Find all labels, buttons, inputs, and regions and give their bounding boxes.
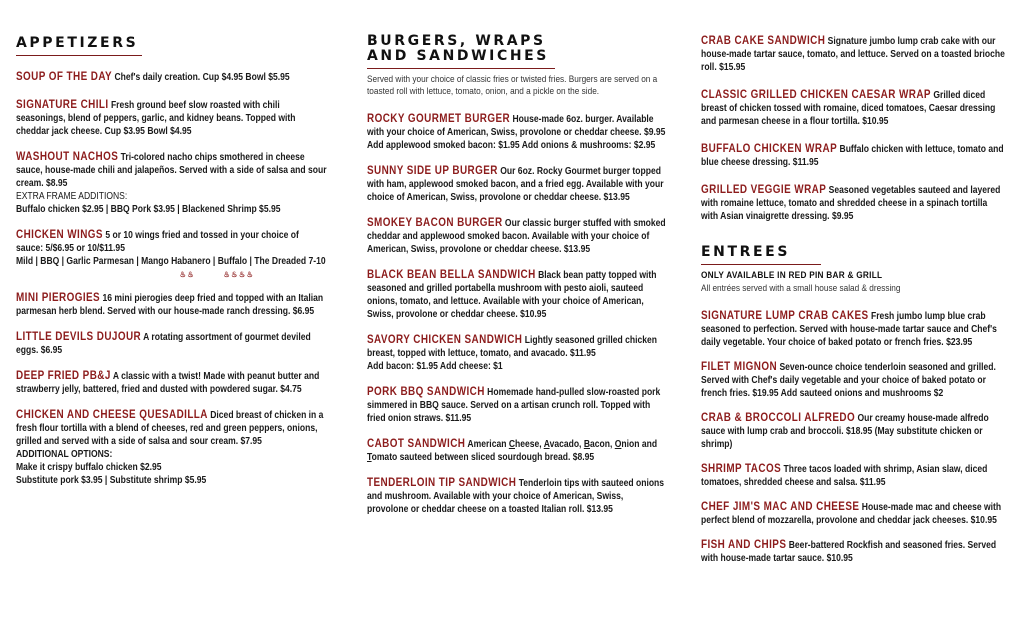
menu-item-caesar-wrap: CLASSIC GRILLED CHICKEN CAESAR WRAP Grilled diced breast of chicken tossed with romaine, diced tomatoes, Caesar dressing and parmesan cheese in a flour tortilla. $10.95 (701, 87, 996, 127)
menu-item-sunny: SUNNY SIDE UP BURGER Our 6oz. Rocky Gourmet burger topped with ham, applewood smoked bacon, and a fried egg. Available with your choice of American, Swiss, provolone or cheddar cheese. $13.95 (367, 163, 664, 203)
menu-item-filet: FILET MIGNON Seven-ounce choice tenderloin seasoned and grilled. Served with Chef's daily vegetable and your choice of baked potato or french fries. $19.95 Add sauteed onions and mushrooms $2 (701, 359, 996, 399)
menu-item-veggie-wrap: GRILLED VEGGIE WRAP Seasoned vegetables sauteed and layered with romaine lettuce, tomato and shredded cheese in a spinach tortilla with Asian vinaigrette dressing. $9.95 (701, 182, 1001, 222)
burgers-intro: Served with your choice of classic fries or twisted fries. Burgers are served on a toasted roll with lettuce, tomato, onion, and a pickle on the side. (367, 74, 658, 97)
menu-item-bella: BLACK BEAN BELLA SANDWICH Black bean patty topped with seasoned and grilled portabella mushroom with pesto aioli, sauteed onions, tomato, and lettuce. Available with your choice of American, Swiss, provolone or cheddar cheese. $10.95 (367, 267, 657, 320)
chili-pepper-icons: ♨♨ ♨♨♨♨ (179, 270, 255, 279)
menu-item-chili: SIGNATURE CHILI Fresh ground beef slow roasted with chili seasonings, blend of peppers, garlic, and kidney beans. Topped with cheddar jack cheese. Cup $3.95 Bowl $4.95 (16, 97, 296, 137)
menu-item-rocky: ROCKY GOURMET BURGER House-made 6oz. burger. Available with your choice of American, Swiss, provolone or cheddar cheese. $9.95 Add applewood smoked bacon: $1.95 Add onions & mushrooms: $2.95 (367, 111, 666, 151)
menu-item-lump-crab-cakes: SIGNATURE LUMP CRAB CAKES Fresh jumbo lump blue crab seasoned to perfection. Served with house-made tartar sauce and Chef's daily vegetable. Your choice of baked potato or french fries. $23.95 (701, 308, 997, 348)
menu-item-pork: PORK BBQ SANDWICH Homemade hand-pulled slow-roasted pork simmered in BBQ sauce. Served on a artisan crunch roll. Topped with fried onion straws. $11.95 (367, 384, 661, 424)
menu-item-shrimp-tacos: SHRIMP TACOS Three tacos loaded with shrimp, Asian slaw, diced tomatoes, shredded cheese and salsa. $11.95 (701, 461, 988, 488)
appetizers-title: APPETIZERS (16, 36, 142, 56)
menu-item-alfredo: CRAB & BROCCOLI ALFREDO Our creamy house-made alfredo sauce with lump crab and broccoli. $18.95 (May substitute chicken or shrimp) (701, 410, 989, 450)
menu-item-pbj: DEEP FRIED PB&J A classic with a twist! Made with peanut butter and strawberry jelly, battered, fried and dusted with powdered sugar. $4.75 (16, 368, 320, 395)
menu-item-buffalo-wrap: BUFFALO CHICKEN WRAP Buffalo chicken with lettuce, tomato and blue cheese dressing. $11.95 (701, 141, 1004, 168)
menu-item-fish-chips: FISH AND CHIPS Beer-battered Rockfish and seasoned fries. Served with house-made tartar sauce. $10.95 (701, 537, 997, 564)
menu-item-wings: CHICKEN WINGS 5 or 10 wings fried and tossed in your choice of sauce: 5/$6.95 or 10/$11.95 Mild | BBQ | Garlic Parmesan | Mango Habanero | Buffalo | The Dreaded 7-10 ♨♨ ♨♨♨♨ (16, 228, 328, 281)
menu-item-cabot: CABOT SANDWICH American Cheese, Avacado, Bacon, Onion and Tomato sauteed between sliced sourdough bread. $8.95 (367, 436, 658, 463)
burgers-column (367, 34, 667, 516)
menu-item-devils: LITTLE DEVILS DUJOUR A rotating assortment of gourmet deviled eggs. $6.95 (16, 329, 311, 356)
entrees-note: All entrées served with a small house salad & dressing (701, 283, 901, 294)
menu-item-soup: SOUP OF THE DAY Chef's daily creation. Cup $4.95 Bowl $5.95 (16, 69, 290, 83)
menu-item-crabcake-sandwich: CRAB CAKE SANDWICH Signature jumbo lump crab cake with our house-made tartar sauce, tomato, and lettuce. Served on a toasted brioche roll. $15.95 (701, 33, 1005, 73)
appetizers-column (16, 34, 328, 487)
burgers-title: BURGERS, WRAPS AND SANDWICHES (367, 34, 555, 69)
menu-item-savory: SAVORY CHICKEN SANDWICH Lightly seasoned grilled chicken breast, topped with lettuce, tomato, and avacado. $11.95 Add bacon: $1.95 Add cheese: $1 (367, 332, 657, 372)
entrees-title: ENTREES (701, 245, 821, 265)
menu-item-pierogies: MINI PIEROGIES 16 mini pierogies deep fried and topped with an Italian parmesan herb blend. Served with our house-made ranch dressing. $6.95 (16, 290, 324, 317)
menu-item-quesadilla: CHICKEN AND CHEESE QUESADILLA Diced breast of chicken in a fresh flour tortilla with a blend of cheeses, red and green peppers, onions, grilled and served with a side of salsa and sour cream. $7.95 ADDITIONAL OPTIONS: Make it crispy buffalo chicken $2.95 Substitute pork $3.95 | Substitute shrimp $5.95 (16, 407, 324, 486)
menu-item-mac-cheese: CHEF JIM'S MAC AND CHEESE House-made mac and cheese with perfect blend of mozzarella, provolone and cheddar jack cheeses. $10.95 (701, 499, 1002, 526)
menu-item-nachos: WASHOUT NACHOS Tri-colored nacho chips smothered in cheese sauce, house-made chili and jalapeños. Served with a side of salsa and sour cream. $8.95 EXTRA FRAME ADDITIONS: Buffalo chicken $2.95 | BBQ Pork $3.95 | Blackened Shrimp $5.95 (16, 149, 327, 215)
menu-item-smokey: SMOKEY BACON BURGER Our classic burger stuffed with smoked cheddar and applewood smoked bacon. Available with your choice of American, Swiss, provolone or cheddar cheese. $13.95 (367, 215, 666, 255)
menu-item-tenderloin: TENDERLOIN TIP SANDWICH Tenderloin tips with sauteed onions and mushroom. Available with your choice of American, Swiss, provolone or cheddar cheese on a toasted Italian roll. $13.95 (367, 475, 665, 515)
entrees-availability: ONLY AVAILABLE IN RED PIN BAR & GRILL (701, 270, 883, 281)
wraps-entrees-column (701, 34, 1006, 565)
